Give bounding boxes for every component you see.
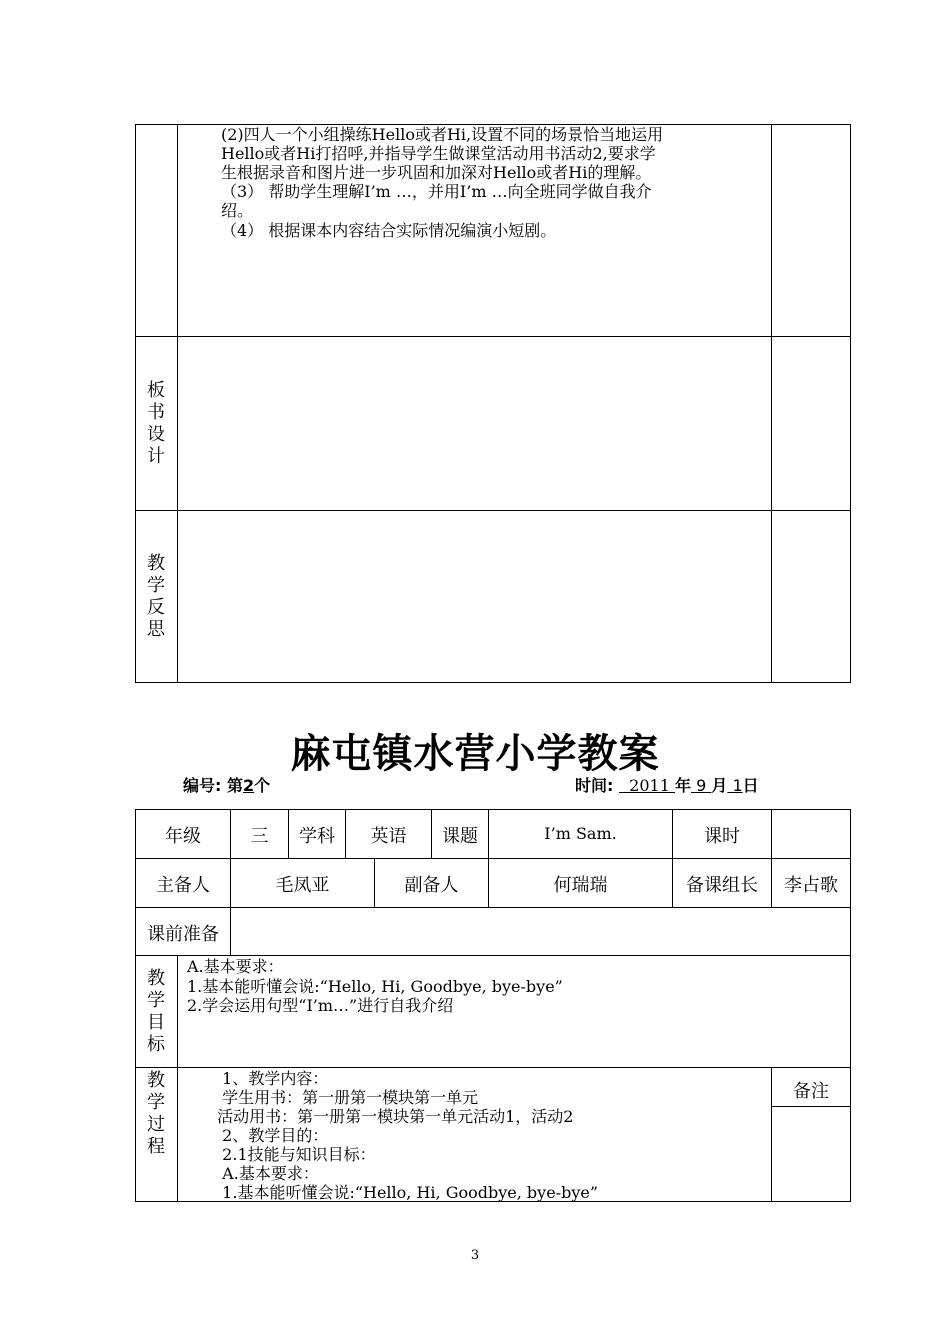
- group-leader-label: 备课组长: [686, 875, 758, 896]
- process-line: (2)四人一个小组操练Hello或者Hi,设置不同的场景恰当地运用: [221, 125, 664, 144]
- process-line: 1、教学内容：: [212, 1069, 329, 1088]
- topic-label: 课题: [442, 826, 478, 847]
- process-line: （3） 帮助学生理解I’m …，并用I’m …向全班同学做自我介: [221, 182, 652, 201]
- preparation-label: 课前准备: [147, 924, 219, 945]
- process-line: 学生用书：第一册第一模块第一单元: [212, 1088, 479, 1107]
- number-suffix: 个: [254, 776, 271, 795]
- date-field: [575, 773, 759, 796]
- day-unit: 日: [742, 776, 759, 795]
- number-field: [183, 773, 270, 796]
- process-line: 绍。: [221, 201, 254, 220]
- assistant-preparer-label: 副备人: [404, 875, 459, 896]
- lead-preparer-value: 毛凤亚: [275, 875, 330, 896]
- assistant-preparer-value: 何瑞瑞: [553, 875, 608, 896]
- grade-value: 三: [250, 826, 269, 847]
- lead-preparer-label: 主备人: [156, 875, 210, 896]
- topic-value: I’m Sam.: [544, 824, 617, 843]
- number-prefix: 第: [226, 776, 243, 795]
- grade-label: 年级: [165, 826, 201, 847]
- goals-label: 教学目标: [147, 968, 165, 1055]
- process-line: （4） 根据课本内容结合实际情况编演小短剧。: [221, 221, 557, 240]
- process-line: 生根据录音和图片进一步巩固和加深对Hello或者Hi的理解。: [221, 163, 652, 182]
- month-unit: 月: [711, 776, 728, 795]
- day-value: 1: [732, 776, 743, 795]
- number-label: 编号:: [183, 776, 222, 795]
- page-number: 3: [470, 1248, 480, 1263]
- year-value: 2011: [629, 776, 670, 795]
- number-value: 2: [243, 776, 255, 795]
- subject-value: 英语: [370, 826, 407, 847]
- page-title: 麻屯镇水营小学教案: [290, 731, 660, 777]
- process-line: 1.基本能听懂会说:“Hello, Hi, Goodbye, bye-bye”: [212, 1183, 599, 1202]
- process-line: 活动用书：第一册第一模块第一单元活动1，活动2: [212, 1107, 574, 1126]
- month-value: 9: [696, 776, 707, 795]
- goals-line: 1.基本能听懂会说:“Hello, Hi, Goodbye, bye-bye”: [187, 977, 563, 996]
- process-line: 2.1技能与知识目标：: [212, 1145, 376, 1164]
- remarks-label: 备注: [793, 1081, 829, 1102]
- reflection-label: 教学反思: [147, 553, 165, 640]
- subject-label: 学科: [299, 826, 335, 847]
- goals-line: A.基本要求：: [187, 957, 284, 976]
- period-label: 课时: [704, 826, 740, 847]
- group-leader-value: 李占歌: [784, 875, 838, 896]
- goals-line: 2.学会运用句型“I’m…”进行自我介绍: [187, 996, 454, 1015]
- time-label: 时间:: [575, 776, 614, 795]
- process-line: 2、教学目的：: [212, 1126, 329, 1145]
- process-line: A.基本要求：: [212, 1164, 319, 1183]
- process-label: 教学过程: [147, 1070, 165, 1157]
- process-line: Hello或者Hi打招呼,并指导学生做课堂活动用书活动2,要求学: [221, 144, 656, 163]
- year-unit: 年: [674, 776, 691, 795]
- board-design-label: 板书设计: [147, 380, 165, 467]
